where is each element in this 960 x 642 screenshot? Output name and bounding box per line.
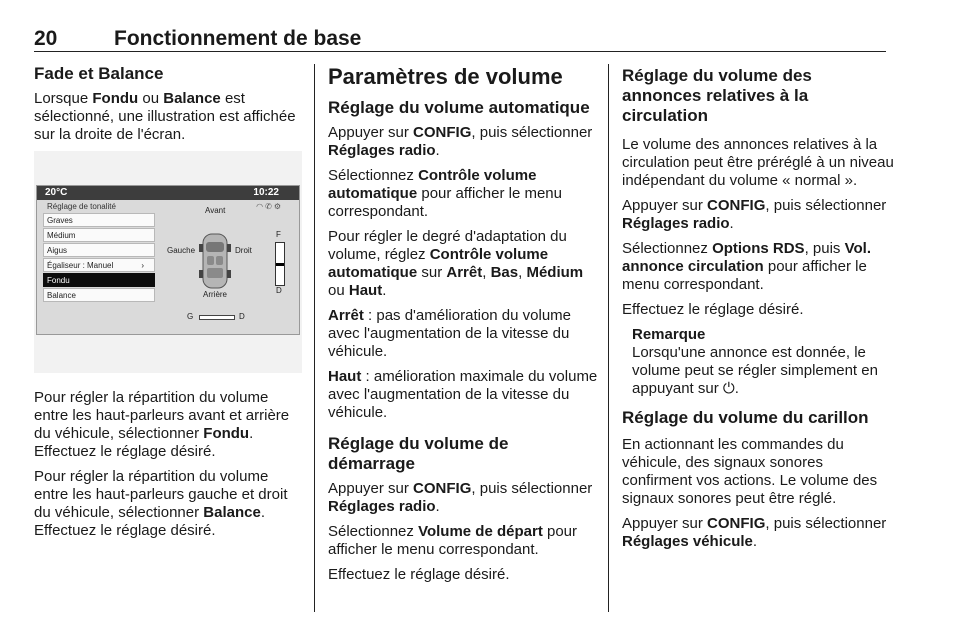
- car-top-view-icon: [197, 232, 233, 290]
- column-2: [328, 64, 600, 591]
- paragraph: Appuyer sur CONFIG, puis sélectionner Réglages véhicule.: [622, 515, 887, 550]
- infotainment-screen: [36, 185, 300, 335]
- label-fade-bottom: D: [276, 286, 282, 295]
- paragraph: Sélectionnez Volume de départ pour afficher le menu correspondant.: [328, 523, 578, 558]
- label-right: Droit: [235, 246, 252, 255]
- label-front: Avant: [205, 206, 226, 215]
- menu-item: Fondu: [43, 273, 155, 287]
- chevron-right-icon: ›: [141, 261, 144, 270]
- menu-item: Graves: [43, 213, 155, 227]
- paragraph: Appuyer sur CONFIG, puis sélectionner Réglages radio.: [328, 480, 593, 515]
- screen-title: Réglage de tonalité: [47, 202, 116, 211]
- paragraph: Lorsque Fondu ou Balance est sélectionné, une illustration est affichée sur la droite de l'écran.: [34, 90, 296, 143]
- running-title: Fonctionnement de base: [114, 27, 362, 50]
- note-body: Lorsqu'une annonce est donnée, le volume peut se régler simplement en appuyant sur ⏻.: [632, 344, 878, 397]
- label-left: Gauche: [167, 246, 196, 255]
- paragraph: Pour régler la répartition du volume entre les haut-parleurs gauche et droit du véhicule, sélectionner Balance. Effectuez le réglage désiré.: [34, 468, 288, 539]
- balance-slider: [199, 315, 235, 320]
- page-header: [34, 27, 886, 52]
- settings-icon: ⚙: [273, 202, 283, 211]
- paragraph: Effectuez le réglage désiré.: [622, 301, 804, 318]
- fade-slider-knob: [276, 263, 284, 266]
- note-box: [632, 326, 894, 398]
- subheading-automatic-volume: Réglage du volume automatique: [328, 98, 590, 117]
- fade-slider: [275, 242, 285, 286]
- phone-icon: ✆: [265, 202, 274, 211]
- temperature: 20°C: [45, 187, 68, 198]
- paragraph: Sélectionnez Contrôle volume automatique pour afficher le menu correspondant.: [328, 167, 562, 220]
- paragraph: Appuyer sur CONFIG, puis sélectionner Réglages radio.: [328, 124, 593, 159]
- clock: 10:22: [253, 187, 279, 198]
- menu-item: Aigus: [43, 243, 155, 257]
- menu-item: Égaliseur : Manuel ›: [43, 258, 155, 272]
- paragraph: Effectuez le réglage désiré.: [328, 566, 510, 583]
- menu-item: Médium: [43, 228, 155, 242]
- paragraph: Haut : amélioration maximale du volume avec l'augmentation de la vitesse du véhicule.: [328, 368, 598, 421]
- paragraph: Arrêt : pas d'amélioration du volume avec l'augmentation de la vitesse du véhicule.: [328, 307, 572, 360]
- menu-item: Balance: [43, 288, 155, 302]
- paragraph: Pour régler la répartition du volume entre les haut-parleurs avant et arrière du véhicule, sélectionner Fondu. Effectuez le réglage désiré.: [34, 389, 290, 460]
- status-bar: [37, 186, 299, 200]
- column-3: [622, 64, 894, 558]
- paragraph: Sélectionnez Options RDS, puis Vol. annonce circulation pour afficher le menu correspondant.: [622, 240, 871, 293]
- wifi-icon: ◠: [256, 202, 266, 211]
- section-heading-fade-balance: Fade et Balance: [34, 64, 164, 83]
- page-number: 20: [34, 27, 58, 50]
- status-icons: [256, 202, 283, 211]
- label-rear: Arrière: [203, 290, 228, 299]
- paragraph: Appuyer sur CONFIG, puis sélectionner Réglages radio.: [622, 197, 887, 232]
- note-title: Remarque: [632, 326, 706, 343]
- subheading-startup-volume: Réglage du volume de démarrage: [328, 434, 509, 473]
- fade-balance-screen-figure: [34, 151, 302, 373]
- column-divider-1: [314, 64, 315, 612]
- column-divider-2: [608, 64, 609, 612]
- label-fade-top: F: [276, 230, 281, 239]
- tone-settings-menu: [43, 213, 155, 303]
- paragraph: En actionnant les commandes du véhicule, des signaux sonores confirment vos actions. Le volume des signaux sonores peut être réglé.: [622, 436, 878, 507]
- subheading-traffic-announcement-volume: Réglage du volume des annonces relatives à la circulation: [622, 66, 812, 125]
- subheading-chime-volume: Réglage du volume du carillon: [622, 408, 869, 427]
- column-1: [34, 64, 302, 547]
- label-balance-right: D: [239, 312, 245, 321]
- paragraph: Pour régler le degré d'adaptation du volume, réglez Contrôle volume automatique sur Arrêt, Bas, Médium ou Haut.: [328, 228, 584, 299]
- label-balance-left: G: [187, 312, 194, 321]
- section-heading-volume-settings: Paramètres de volume: [328, 64, 563, 89]
- power-icon: ⏻: [722, 380, 735, 397]
- paragraph: Le volume des annonces relatives à la circulation peut être préréglé à un niveau indépendant du volume « normal ».: [622, 136, 894, 189]
